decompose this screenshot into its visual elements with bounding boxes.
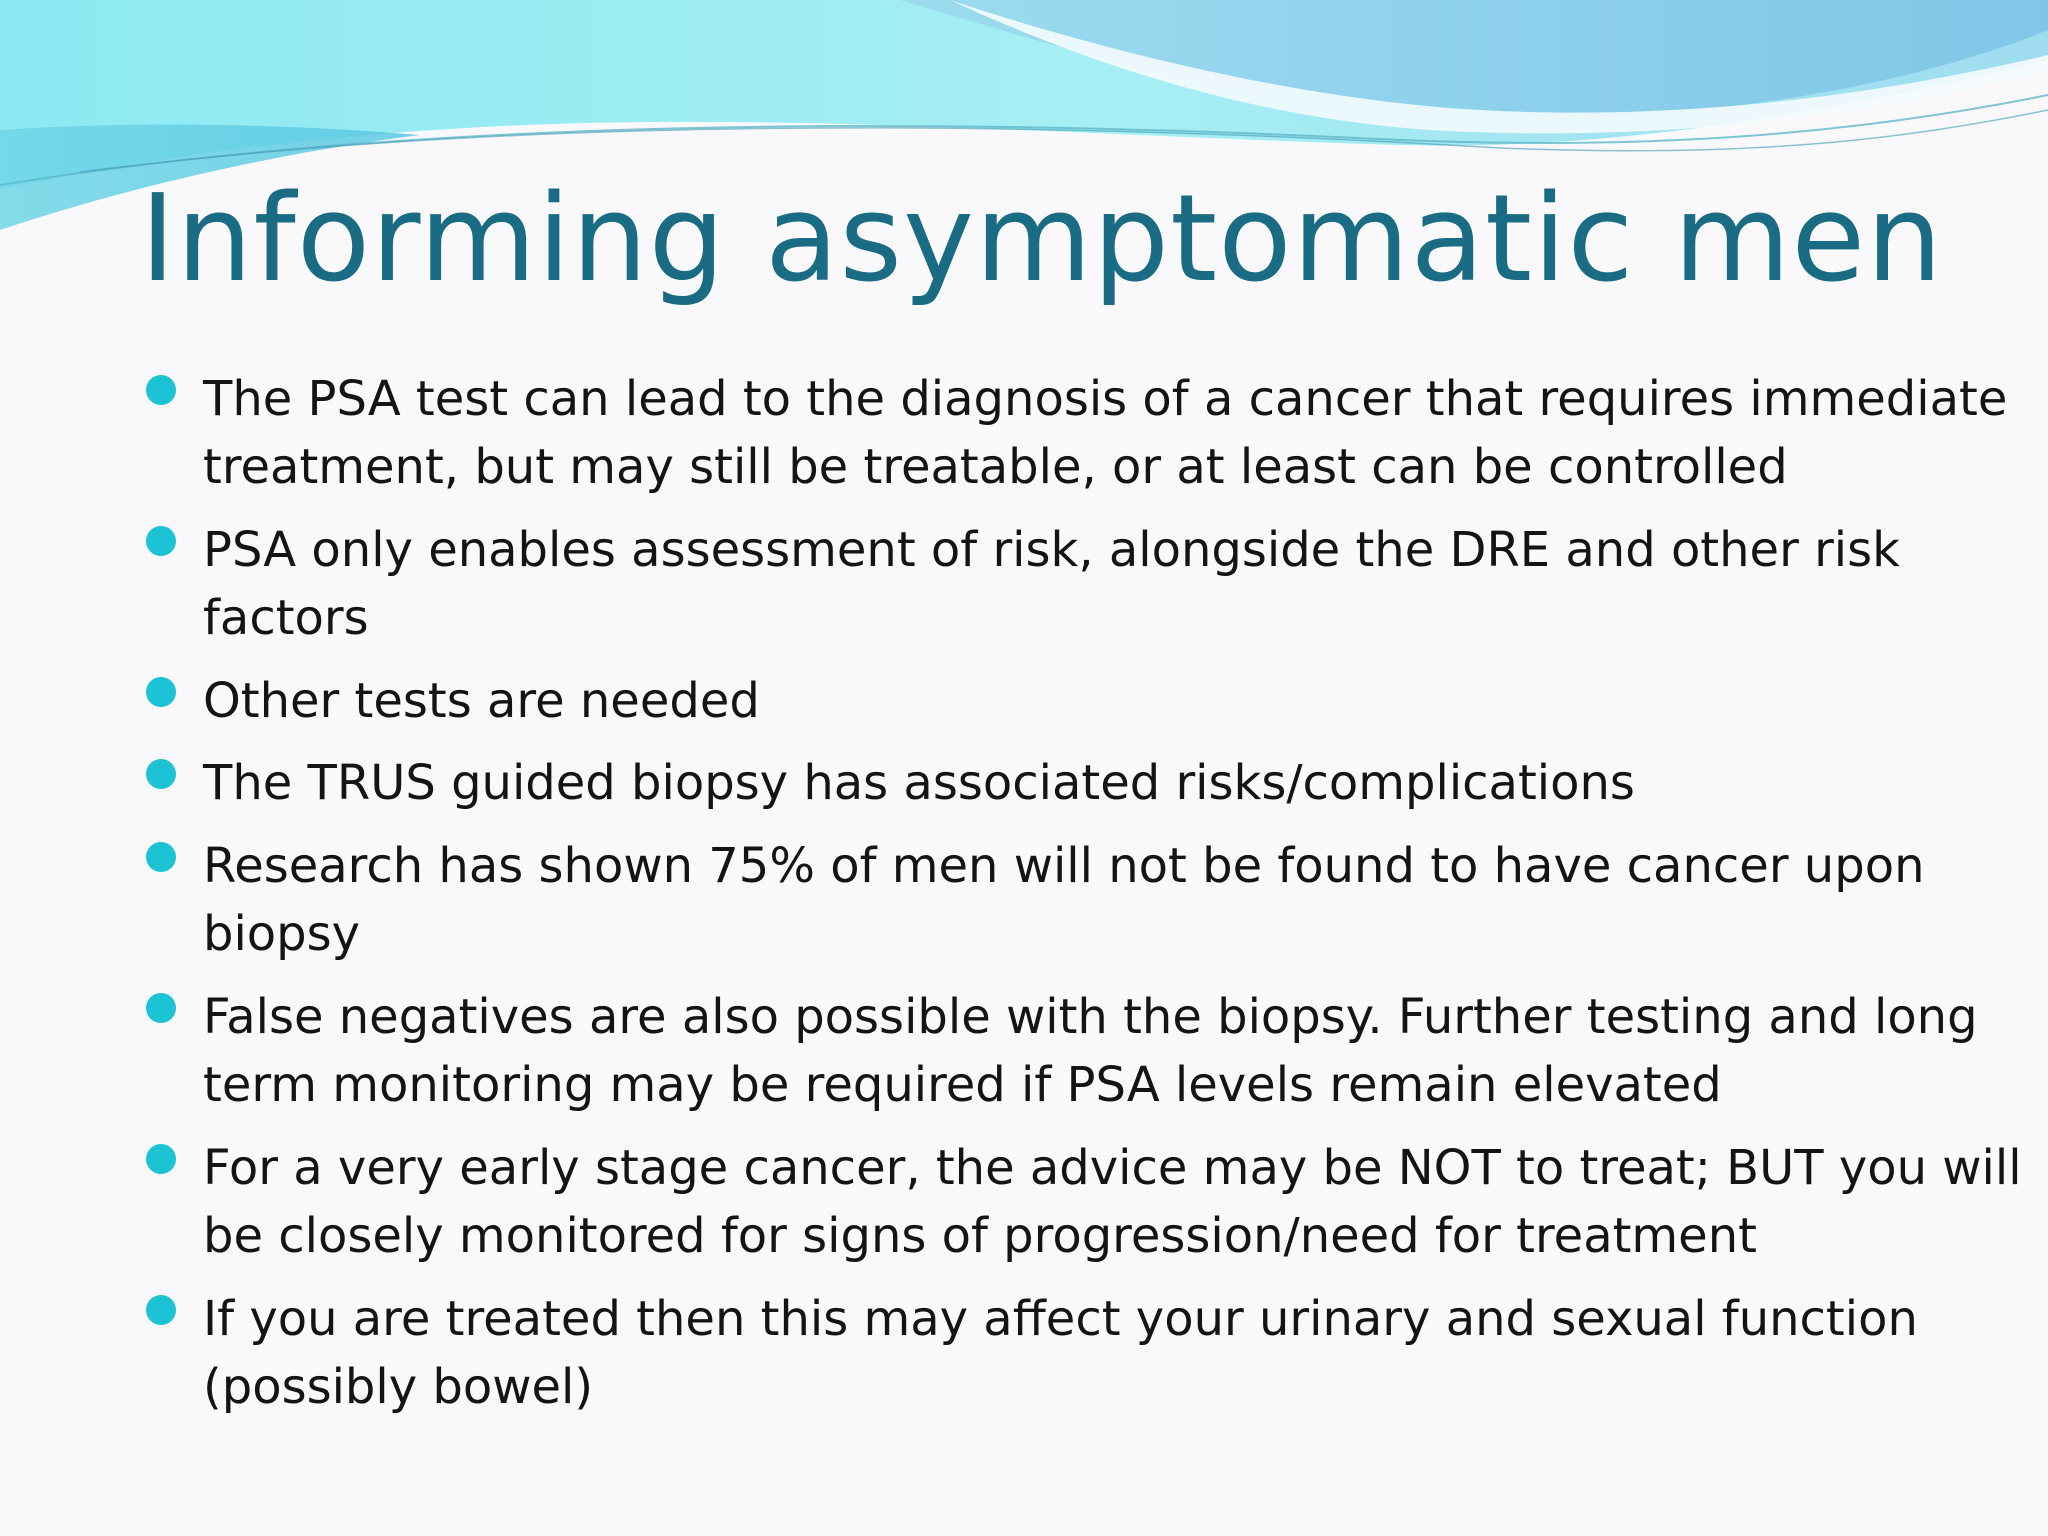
bullet-line: term monitoring may be required if PSA levels remain elevated	[203, 1057, 1722, 1113]
bullet-line: If you are treated then this may affect your urinary and sexual function	[203, 1291, 1918, 1347]
bullet-text	[203, 516, 2003, 652]
bullet-line: treatment, but may still be treatable, or at least can be controlled	[203, 439, 1788, 495]
bullet-text	[203, 1134, 2022, 1270]
bullet-line: PSA only enables assessment of risk, alongside the DRE and other risk	[203, 522, 1900, 578]
bullet-line: be closely monitored for signs of progression/need for treatment	[203, 1208, 1757, 1264]
bullet-dot-icon	[146, 842, 176, 872]
bullet-dot-icon	[146, 1144, 176, 1174]
bullet-line: The TRUS guided biopsy has associated risks/complications	[203, 755, 1635, 811]
bullet-line: Other tests are needed	[203, 673, 760, 729]
bullet-text	[203, 832, 2003, 968]
bullet-line: The PSA test can lead to the diagnosis of a cancer that requires immediate	[203, 371, 2008, 427]
bullet-dot-icon	[146, 993, 176, 1023]
slide-title: Informing asymptomatic men	[140, 170, 1944, 309]
bullet-text	[203, 365, 2008, 501]
bullet-line: biopsy	[203, 906, 361, 962]
bullet-dot-icon	[146, 759, 176, 789]
bullet-dot-icon	[146, 526, 176, 556]
bullet-line: Research has shown 75% of men will not be found to have cancer upon	[203, 838, 1925, 894]
bullet-line: factors	[203, 590, 369, 646]
bullet-line: (possibly bowel)	[203, 1359, 594, 1415]
bullet-text	[203, 983, 2003, 1119]
bullet-line: False negatives are also possible with the biopsy. Further testing and long	[203, 989, 1978, 1045]
bullet-text	[203, 667, 2003, 735]
bullet-text	[203, 749, 2003, 817]
bullet-line: For a very early stage cancer, the advice may be NOT to treat; BUT you will	[203, 1140, 2022, 1196]
bullet-dot-icon	[146, 1295, 176, 1325]
bullet-dot-icon	[146, 677, 176, 707]
bullet-dot-icon	[146, 375, 176, 405]
bullet-text	[203, 1285, 2003, 1421]
